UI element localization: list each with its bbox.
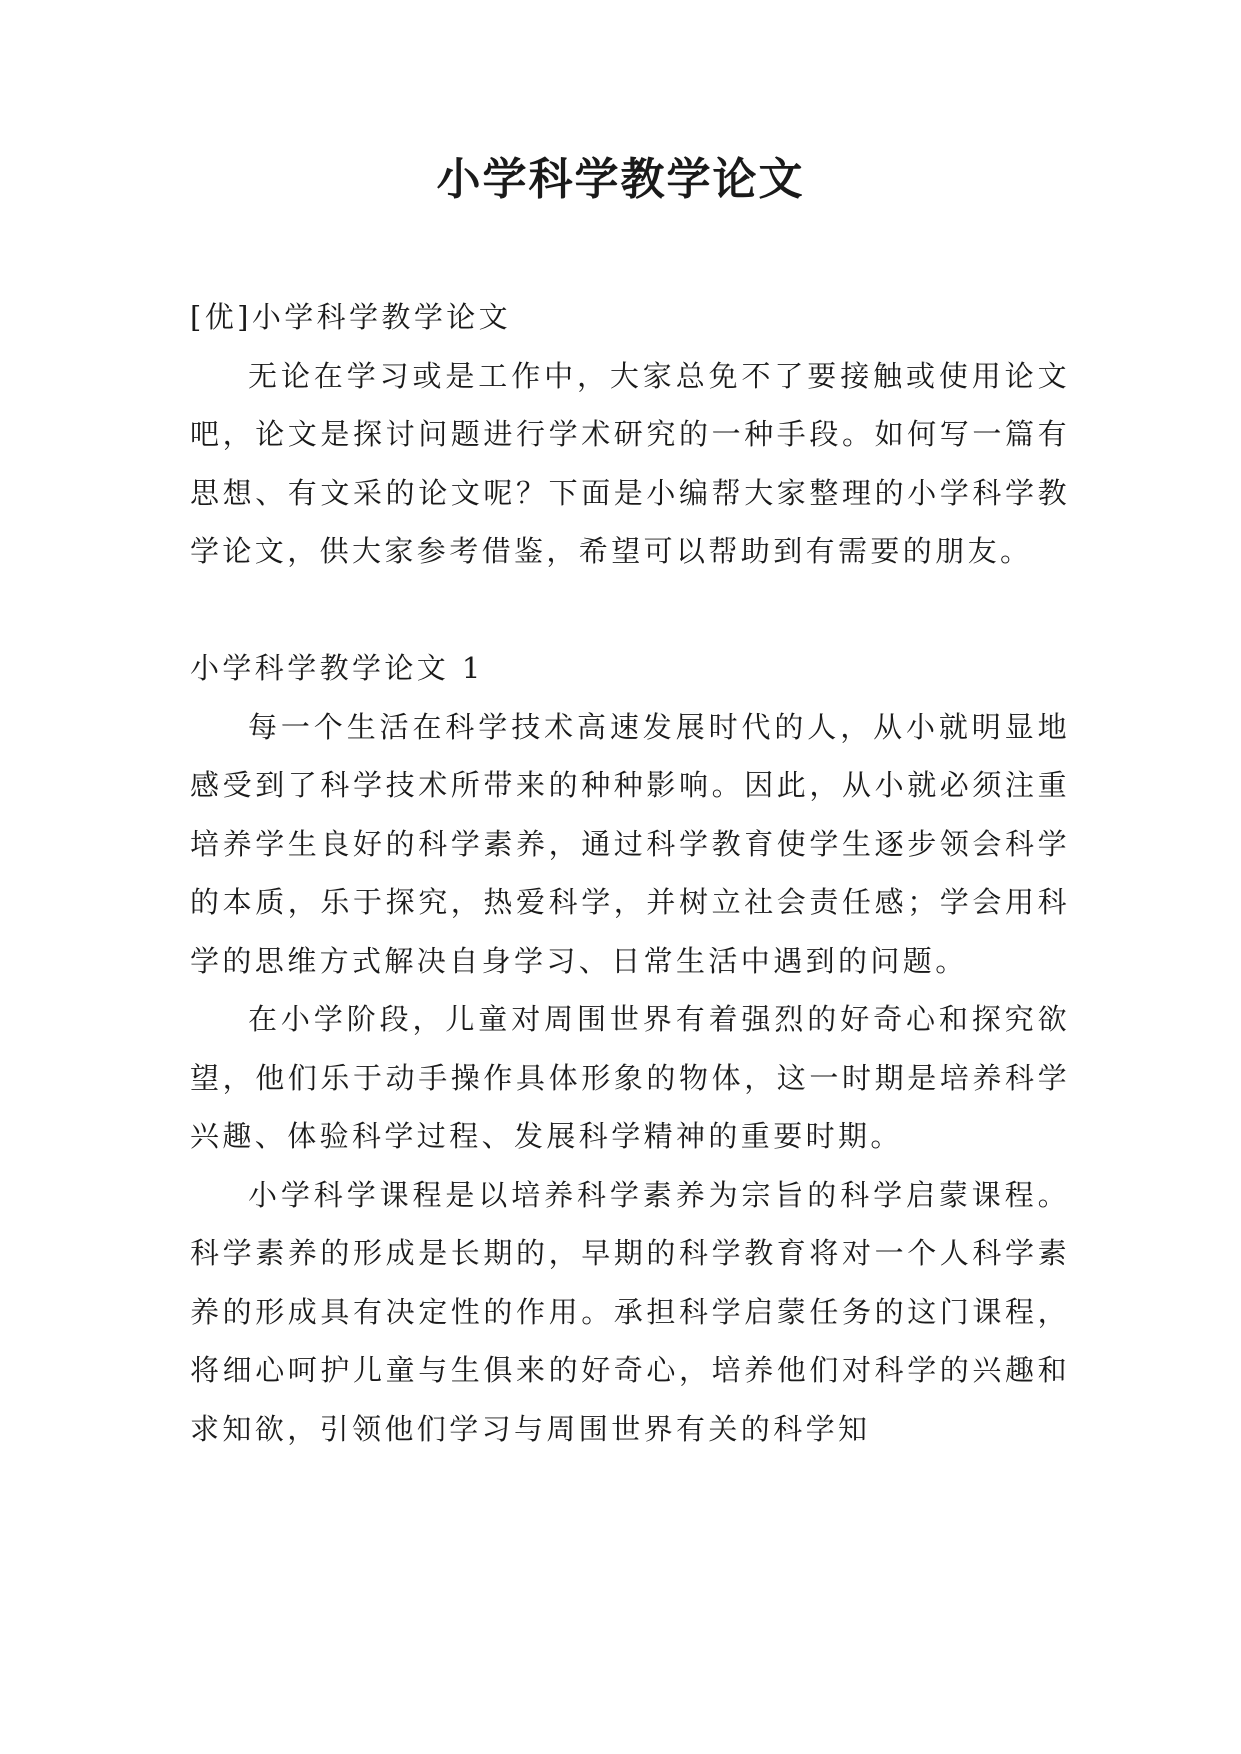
document-subtitle: [优]小学科学教学论文 [190,300,512,334]
intro-paragraph: 无论在学习或是工作中，大家总免不了要接触或使用论文吧，论文是探讨问题进行学术研究的一种手段。如何写一篇有思想、有文采的论文呢？下面是小编帮大家整理的小学科学教学论文，供大家参考借鉴，希望可以帮助到有需要的朋友。 [190,358,1070,568]
document-title: 小学科学教学论文 [436,154,805,205]
body-paragraph: 每一个生活在科学技术高速发展时代的人，从小就明显地感受到了科学技术所带来的种种影响。因此，从小就必须注重培养学生良好的科学素养，通过科学教育使学生逐步领会科学的本质，乐于探究，热爱科学，并树立社会责任感；学会用科学的思维方式解决自身学习、日常生活中遇到的问题。 [190,709,1070,978]
body-paragraph: 小学科学课程是以培养科学素养为宗旨的科学启蒙课程。科学素养的形成是长期的，早期的科学教育将对一个人科学素养的形成具有决定性的作用。承担科学启蒙任务的这门课程，将细心呵护儿童与生俱来的好奇心，培养他们对科学的兴趣和求知欲，引领他们学习与周围世界有关的科学知 [190,1177,1070,1446]
body-paragraph: 在小学阶段，儿童对周围世界有着强烈的好奇心和探究欲望，他们乐于动手操作具体形象的物体，这一时期是培养科学兴趣、体验科学过程、发展科学精神的重要时期。 [190,1002,1070,1153]
section-heading: 小学科学教学论文 1 [190,651,484,685]
document-body [190,288,1070,1458]
